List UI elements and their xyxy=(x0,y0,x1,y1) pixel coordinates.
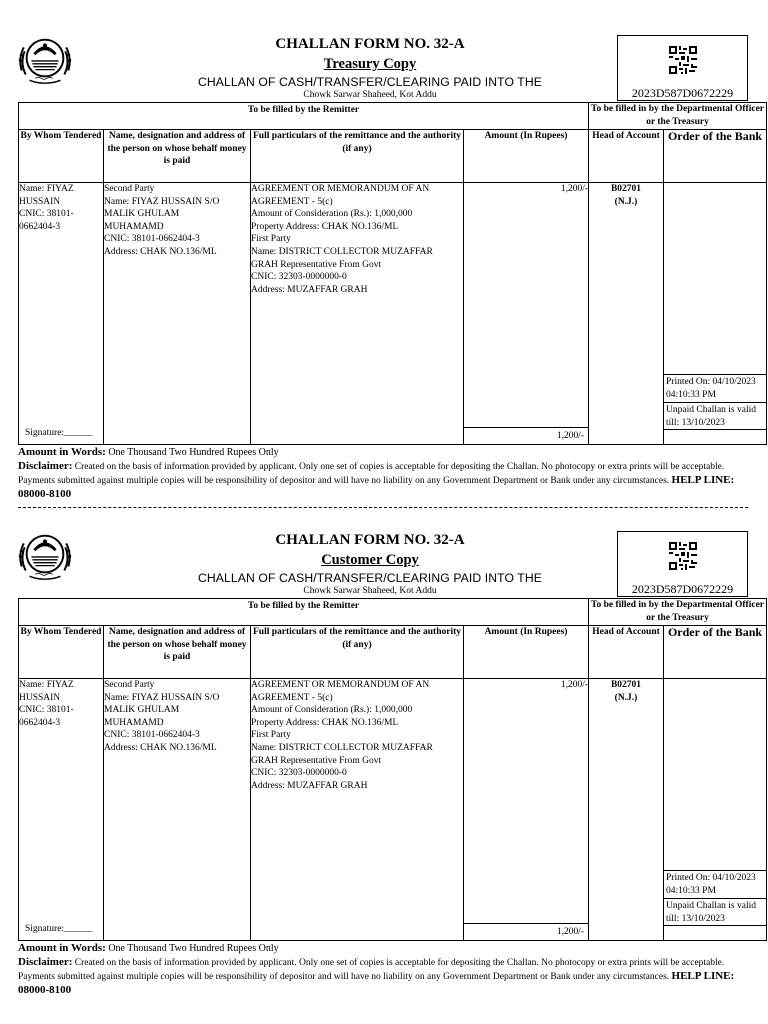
order-of-bank-cell xyxy=(664,679,767,941)
text-line: 0662404-3 xyxy=(19,717,61,728)
text-line: Amount of Consideration (Rs.): 1,000,000 xyxy=(251,705,413,716)
qr-box xyxy=(617,531,748,597)
column-header-row xyxy=(19,130,767,183)
text-line: CNIC: 38101- xyxy=(19,705,74,716)
amount-in-words-value: One Thousand Two Hundred Rupees Only xyxy=(108,447,279,458)
table-row xyxy=(19,679,767,941)
particulars-cell xyxy=(251,679,464,941)
copy-type: Treasury Copy xyxy=(323,56,417,72)
text-line: Address: CHAK NO.136/ML xyxy=(104,742,217,753)
text-line: Unpaid Challan is valid xyxy=(666,901,756,911)
disclaimer-label: Disclaimer: xyxy=(18,956,73,968)
government-emblem-icon xyxy=(16,526,74,584)
column-header-order-of-bank: Order of the Bank xyxy=(664,130,767,183)
text-line: AGREEMENT OR MEMORANDUM OF AN xyxy=(251,184,430,194)
signature-label: Signature:______ xyxy=(25,924,93,935)
total-amount: 1,200/- xyxy=(464,427,588,444)
name-address-lines xyxy=(104,183,250,259)
text-line: AGREEMENT - 5(c) xyxy=(251,692,333,703)
helpline: HELP LINE: 08000-8100 xyxy=(18,970,735,997)
column-header-head-of-account: Head of Account xyxy=(589,130,664,183)
text-line: CNIC: 38101-0662404-3 xyxy=(104,234,200,245)
text-line: GRAH Representative From Govt xyxy=(251,259,382,270)
head-of-account-cell xyxy=(589,183,664,445)
column-header-particulars: Full particulars of the remittance and the authority (if any) xyxy=(251,626,464,679)
amount-in-words xyxy=(18,942,279,954)
text-line: CNIC: 32303-0000000-0 xyxy=(251,272,347,283)
amount-in-words xyxy=(18,446,279,458)
text-line: 04:10:33 PM xyxy=(666,885,716,896)
text-line: 04:10:33 PM xyxy=(666,389,716,400)
disclaimer-label: Disclaimer: xyxy=(18,460,73,472)
text-line: MUHAMAMD xyxy=(104,717,164,728)
form-title: CHALLAN FORM NO. 32-A xyxy=(275,36,465,52)
name-address-cell xyxy=(104,679,251,941)
challan-table xyxy=(18,102,767,445)
subtitle: CHALLAN OF CASH/TRANSFER/CLEARING PAID INTO THE xyxy=(198,571,542,585)
valid-till xyxy=(664,402,766,430)
challan-id: 2023D587D0672229 xyxy=(631,582,734,596)
amount-value: 1,200/- xyxy=(560,184,589,194)
text-line: 0662404-3 xyxy=(19,221,61,232)
government-emblem-icon xyxy=(16,30,74,88)
amount-in-words-label: Amount in Words: xyxy=(18,446,106,458)
qr-code-icon xyxy=(669,542,697,570)
column-header-name-address: Name, designation and address of the person on whose behalf money is paid xyxy=(104,626,251,679)
valid-till xyxy=(664,898,766,926)
qr-code-icon xyxy=(669,46,697,74)
text-line: Name: DISTRICT COLLECTOR MUZAFFAR xyxy=(251,742,433,753)
text-line: Name: FIYAZ HUSSAIN S/O xyxy=(104,692,220,703)
text-line: MALIK GHULAM xyxy=(104,705,180,716)
column-header-by-whom: By Whom Tendered xyxy=(19,626,104,679)
text-line: HUSSAIN xyxy=(19,196,61,207)
by-whom-lines xyxy=(19,679,103,729)
order-of-bank-cell xyxy=(664,183,767,445)
branch-name: Chowk Sarwar Shaheed, Kot Addu xyxy=(303,586,437,596)
text-line: Printed On: 04/10/2023 xyxy=(666,377,756,387)
column-header-order-of-bank: Order of the Bank xyxy=(664,626,767,679)
by-whom-cell xyxy=(19,183,104,445)
column-header-head-of-account: Head of Account xyxy=(589,626,664,679)
copy-type: Customer Copy xyxy=(321,552,419,568)
total-amount: 1,200/- xyxy=(464,923,588,940)
printed-on xyxy=(664,870,766,898)
by-whom-cell xyxy=(19,679,104,941)
head-sub: (N.J.) xyxy=(614,196,638,207)
text-line: Name: FIYAZ xyxy=(19,680,74,690)
text-line: Name: FIYAZ HUSSAIN S/O xyxy=(104,196,220,207)
branch-name: Chowk Sarwar Shaheed, Kot Addu xyxy=(303,90,437,100)
text-line: GRAH Representative From Govt xyxy=(251,755,382,766)
text-line: Second Party xyxy=(104,184,155,194)
challan-table xyxy=(18,598,767,941)
by-whom-lines xyxy=(19,183,103,233)
text-line: AGREEMENT OR MEMORANDUM OF AN xyxy=(251,680,430,690)
disclaimer-text: Created on the basis of information provided by applicant. Only one set of copies is acceptable for depositing the Challan. No photocopy or extra prints will be acceptable. Payments submitted against multiple copies will be responsibility of depositor and will have no liability on any Government Department or Bank under any circumstances. xyxy=(18,462,725,487)
name-address-cell xyxy=(104,183,251,445)
qr-box xyxy=(617,35,748,101)
column-header-row xyxy=(19,626,767,679)
text-line: HUSSAIN xyxy=(19,692,61,703)
text-line: Address: MUZAFFAR GRAH xyxy=(251,780,368,791)
text-line: Address: MUZAFFAR GRAH xyxy=(251,284,368,295)
column-header-particulars: Full particulars of the remittance and the authority (if any) xyxy=(251,130,464,183)
text-line: Second Party xyxy=(104,680,155,690)
treasury-copy xyxy=(0,0,768,500)
head-code: B02701 xyxy=(610,680,642,690)
text-line: CNIC: 38101- xyxy=(19,209,74,220)
text-line: MUHAMAMD xyxy=(104,221,164,232)
name-address-lines xyxy=(104,679,250,755)
section-header-row xyxy=(19,103,767,130)
amount-value: 1,200/- xyxy=(560,680,589,690)
text-line: Property Address: CHAK NO.136/ML xyxy=(251,221,399,232)
section-header-row xyxy=(19,599,767,626)
head-of-account-cell xyxy=(589,679,664,941)
text-line: Name: DISTRICT COLLECTOR MUZAFFAR xyxy=(251,246,433,257)
customer-copy xyxy=(0,496,768,996)
text-line: AGREEMENT - 5(c) xyxy=(251,196,333,207)
signature-label: Signature:______ xyxy=(25,428,93,439)
particulars-lines xyxy=(251,183,463,296)
text-line: Amount of Consideration (Rs.): 1,000,000 xyxy=(251,209,413,220)
printed-on xyxy=(664,374,766,402)
head-code: B02701 xyxy=(610,184,642,194)
disclaimer xyxy=(18,956,750,999)
challan-id: 2023D587D0672229 xyxy=(631,86,734,100)
column-header-name-address: Name, designation and address of the person on whose behalf money is paid xyxy=(104,130,251,183)
text-line: Name: FIYAZ xyxy=(19,184,74,194)
text-line: Printed On: 04/10/2023 xyxy=(666,873,756,883)
remitter-section-header: To be filled by the Remitter xyxy=(19,103,589,130)
particulars-cell xyxy=(251,183,464,445)
particulars-lines xyxy=(251,679,463,792)
department-section-header: To be filled in by the Departmental Officer or the Treasury xyxy=(589,599,767,626)
amount-in-words-label: Amount in Words: xyxy=(18,942,106,954)
text-line: Property Address: CHAK NO.136/ML xyxy=(251,717,399,728)
text-line: Address: CHAK NO.136/ML xyxy=(104,246,217,257)
department-section-header: To be filled in by the Departmental Officer or the Treasury xyxy=(589,103,767,130)
disclaimer-text: Created on the basis of information provided by applicant. Only one set of copies is acceptable for depositing the Challan. No photocopy or extra prints will be acceptable. Payments submitted against multiple copies will be responsibility of depositor and will have no liability on any Government Department or Bank under any circumstances. xyxy=(18,958,725,983)
text-line: MALIK GHULAM xyxy=(104,209,180,220)
helpline: HELP LINE: 08000-8100 xyxy=(18,474,735,501)
amount-in-words-value: One Thousand Two Hundred Rupees Only xyxy=(108,943,279,954)
text-line: Unpaid Challan is valid xyxy=(666,405,756,415)
column-header-by-whom: By Whom Tendered xyxy=(19,130,104,183)
column-header-amount: Amount (In Rupees) xyxy=(464,626,589,679)
remitter-section-header: To be filled by the Remitter xyxy=(19,599,589,626)
amount-cell xyxy=(464,679,589,941)
table-row xyxy=(19,183,767,445)
text-line: till: 13/10/2023 xyxy=(666,913,725,924)
text-line: First Party xyxy=(251,730,291,741)
text-line: First Party xyxy=(251,234,291,245)
form-title: CHALLAN FORM NO. 32-A xyxy=(275,532,465,548)
text-line: till: 13/10/2023 xyxy=(666,417,725,428)
subtitle: CHALLAN OF CASH/TRANSFER/CLEARING PAID INTO THE xyxy=(198,75,542,89)
column-header-amount: Amount (In Rupees) xyxy=(464,130,589,183)
text-line: CNIC: 38101-0662404-3 xyxy=(104,730,200,741)
text-line: CNIC: 32303-0000000-0 xyxy=(251,768,347,779)
head-sub: (N.J.) xyxy=(614,692,638,703)
amount-cell xyxy=(464,183,589,445)
